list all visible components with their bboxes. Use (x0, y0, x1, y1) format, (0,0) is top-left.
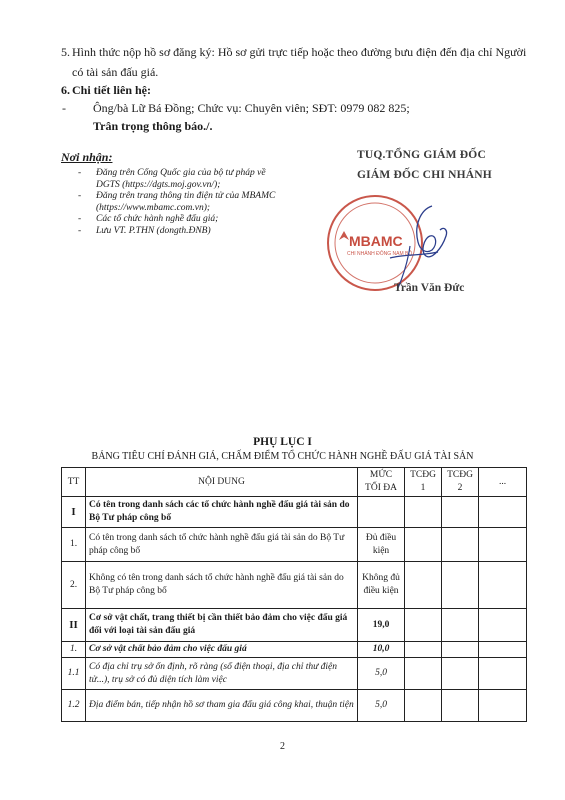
row-max: Không đủ điều kiện (358, 562, 405, 609)
row-max: 5,0 (358, 658, 405, 690)
recipients-heading: Nơi nhận: (61, 150, 113, 164)
row-tt: 1. (62, 528, 86, 562)
row-content: Có tên trong danh sách các tổ chức hành nghề đấu giá tài sản do Bộ Tư pháp công bố (86, 497, 358, 528)
item-5-line1: Hình thức nộp hồ sơ đăng ký: Hồ sơ gửi trực tiếp hoặc theo đường bưu điện đến địa chỉ Người (72, 45, 527, 59)
item-6-title: Chi tiết liên hệ: (72, 83, 151, 97)
row-content: Có tên trong danh sách tổ chức hành nghề đấu giá tài sản do Bộ Tư pháp công bố (86, 528, 358, 562)
row-tt: I (62, 497, 86, 528)
row-max: Đủ điều kiện (358, 528, 405, 562)
table-row (62, 528, 527, 562)
row-tt: 1. (62, 642, 86, 658)
table-row (62, 658, 527, 690)
table-header-row (62, 468, 527, 497)
recipient-item: (https://www.mbamc.com.vn); (96, 202, 211, 213)
table-row (62, 690, 527, 722)
row-max (358, 497, 405, 528)
row-tt: 1.2 (62, 690, 86, 722)
item-5-line2: có tài sản đấu giá. (72, 65, 159, 79)
row-content: Có địa chỉ trụ sở ổn định, rõ ràng (số điện thoại, địa chỉ thư điện tử...), trụ sở có đủ diện tích làm việc (86, 658, 358, 690)
table-row (62, 562, 527, 609)
header-org2: TCĐG 2 (442, 468, 479, 497)
recipients-list (78, 168, 275, 237)
row-tt: 2. (62, 562, 86, 609)
table-row (62, 497, 527, 528)
row-tt: 1.1 (62, 658, 86, 690)
recipient-item: - Các tổ chức hành nghề đấu giá; (78, 214, 219, 224)
row-max: 19,0 (358, 609, 405, 642)
annex-subtitle: BẢNG TIÊU CHÍ ĐÁNH GIÁ, CHẤM ĐIỂM TỔ CHỨC HÀNH NGHỀ ĐẤU GIÁ TÀI SẢN (91, 451, 474, 462)
contact-line: Ông/bà Lữ Bá Đồng; Chức vụ: Chuyên viên; SĐT: 0979 082 825; (93, 101, 410, 115)
signature-title-line2: GIÁM ĐỐC CHI NHÁNH (357, 169, 492, 181)
row-content: Không có tên trong danh sách tổ chức hành nghề đấu giá tài sản do Bộ Tư pháp công bố (86, 562, 358, 609)
recipient-item: DGTS (https://dgts.moj.gov.vn/); (96, 179, 221, 190)
row-max: 5,0 (358, 690, 405, 722)
stamp-logo-text: MBAMC (349, 233, 403, 249)
header-content: NỘI DUNG (86, 468, 358, 497)
annex-title: PHỤ LỤC I (253, 436, 312, 448)
header-org1: TCĐG 1 (405, 468, 442, 497)
recipient-item: - Đăng trên trang thông tin điện tử của MBAMC (78, 191, 276, 201)
row-content: Cơ sở vật chất bảo đảm cho việc đấu giá (86, 642, 358, 658)
header-max: MỨC TỐI ĐA (358, 468, 405, 497)
row-max: 10,0 (358, 642, 405, 658)
stamp-sub-text: CHI NHÁNH ĐÔNG NAM BỘ (347, 251, 413, 257)
item-6-number: 6. (61, 83, 70, 97)
signature-title-line1: TUQ.TỔNG GIÁM ĐỐC (357, 149, 486, 161)
recipient-item: - Đăng trên Cổng Quốc gia của bộ tư pháp về (78, 168, 266, 178)
criteria-table (61, 467, 527, 722)
closing-line: Trân trọng thông báo./. (93, 119, 213, 133)
table-row (62, 609, 527, 642)
header-tt: TT (62, 468, 86, 497)
table-row (62, 642, 527, 658)
signer-name: Trần Văn Đức (394, 282, 465, 294)
item-5-number: 5. (61, 45, 70, 59)
page-number: 2 (280, 741, 285, 752)
row-content: Cơ sở vật chất, trang thiết bị cần thiết bảo đảm cho việc đấu giá đối với loại tài sản đấu giá (86, 609, 358, 642)
row-content: Địa điểm bán, tiếp nhận hồ sơ tham gia đấu giá công khai, thuận tiện (86, 690, 358, 722)
recipient-item: - Lưu VT. P.THN (dongth.ĐNB) (78, 225, 211, 236)
row-tt: II (62, 609, 86, 642)
contact-bullet: - (62, 101, 66, 115)
header-more: ... (479, 468, 527, 497)
